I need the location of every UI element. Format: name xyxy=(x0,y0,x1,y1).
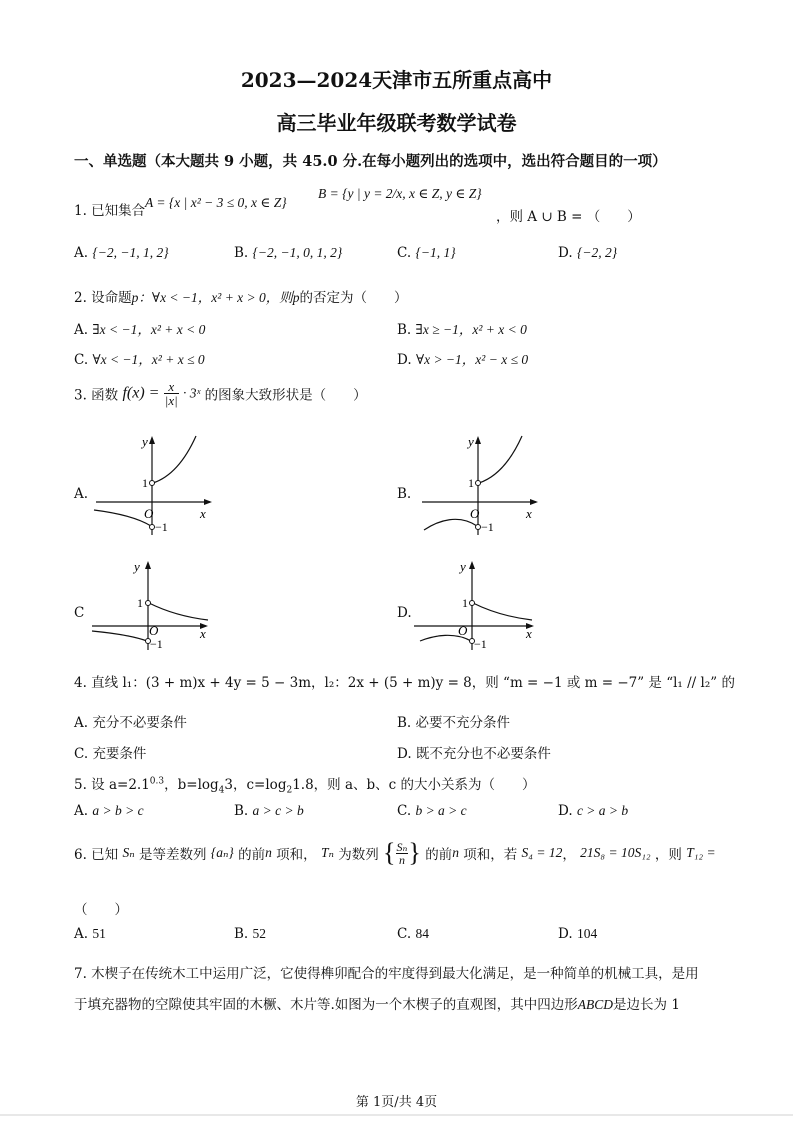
q4-option-c: C. 充要条件 xyxy=(74,746,147,762)
q3-option-b-label: B. xyxy=(397,486,412,502)
q6-paren: （ ） xyxy=(74,902,128,918)
q1-tail: ，则 A ∪ B = （ ） xyxy=(496,209,641,225)
q6-option-a: A. 51 xyxy=(74,926,106,942)
graph-c-tick-pos: 1 xyxy=(137,596,143,610)
q3-stem: 3. 函数 f(x) = $\frac{x}{|x|}$ · 3ˣ 的图象大致形状是（ ） xyxy=(74,379,367,408)
q2-option-d: D. ∀x > −1，x² − x ≤ 0 xyxy=(397,352,529,368)
graph-c-origin: O xyxy=(149,623,159,638)
graph-b-tick-pos: 1 xyxy=(468,476,474,490)
q4-option-b: B. 必要不充分条件 xyxy=(397,715,511,731)
q2-option-c: C. ∀x < −1，x² + x ≤ 0 xyxy=(74,352,205,368)
q1-option-d: D. {−2, 2} xyxy=(558,245,618,261)
graph-a-tick-pos: 1 xyxy=(142,476,148,490)
q7-line-1: 7. 木楔子在传统木工中运用广泛，它使得榫卯配合的牢度得到最大化满足，是一种简单的机械工具，是用 xyxy=(74,966,699,982)
q5-option-c: C. b > a > c xyxy=(397,803,467,819)
q6-fraction: $\frac{\text{Sₙ}}{n}$ xyxy=(396,839,408,867)
q3-graph-d xyxy=(410,555,540,655)
q3-option-c-label: C xyxy=(74,605,85,621)
q3-option-a-label: A. xyxy=(74,486,89,502)
q1-option-b: B. {−2, −1, 0, 1, 2} xyxy=(234,245,343,261)
q2-option-a: A. ∃x < −1，x² + x < 0 xyxy=(74,322,206,338)
q5-option-b: B. a > c > b xyxy=(234,803,304,819)
graph-b-x-label: x xyxy=(526,506,532,521)
q1-set-b: B = {y | y = 2/x, x ∈ Z, y ∈ Z} xyxy=(318,186,482,201)
graph-d-origin: O xyxy=(458,623,468,638)
q1-option-a: A. {−2, −1, 1, 2} xyxy=(74,245,169,261)
graph-d-x-label: x xyxy=(526,626,532,641)
q5-stem: 5. 设 $a=2.1^{0.3}$，$b=\log_43$，$c=\log_21.8$，则 a、b、c 的大小关系为（ ） xyxy=(74,776,536,796)
graph-b-y-label: y xyxy=(468,434,474,449)
graph-c-tick-neg: −1 xyxy=(150,637,163,651)
q1-set-a: A = {x | x² − 3 ≤ 0, x ∈ Z} xyxy=(145,195,287,210)
q3-graph-c xyxy=(88,555,218,655)
q1-stem xyxy=(74,199,145,219)
graph-a-tick-neg: −1 xyxy=(155,520,168,534)
graph-d-tick-neg: −1 xyxy=(474,637,487,651)
q2-option-b: B. ∃x ≥ −1，x² + x < 0 xyxy=(397,322,527,338)
graph-d-tick-pos: 1 xyxy=(462,596,468,610)
q4-option-d: D. 既不充分也不必要条件 xyxy=(397,746,551,762)
title-line-1: 2023—2024天津市五所重点高中 xyxy=(240,68,553,92)
title-line-2: 高三毕业年级联考数学试卷 xyxy=(276,111,517,135)
q3-graph-a xyxy=(88,430,218,540)
q3-fraction: $\frac{x}{|x|}$ xyxy=(164,379,178,408)
graph-a-y-label: y xyxy=(142,434,148,449)
q1-option-c: C. {−1, 1} xyxy=(397,245,456,261)
graph-d-y-label: y xyxy=(460,559,466,574)
q1-number: 1. 已知集合 xyxy=(74,203,146,219)
q6-stem: 6. 已知 Sₙ 是等差数列 {aₙ} 的前n 项和， Tₙ 为数列 { $\frac{\text{Sₙ}}{n}$ } 的前n 项和，若 S₄ = 12， 21S₈ = 10S₁₂ ，则 T₁₂ = xyxy=(74,838,716,867)
q3-graph-b xyxy=(414,430,544,540)
bottom-divider xyxy=(0,1114,793,1116)
graph-a-x-label: x xyxy=(200,506,206,521)
q5-option-a: A. a > b > c xyxy=(74,803,144,819)
q4-stem: 4. 直线 l₁：(3 + m)x + 4y = 5 − 3m，l₂：2x + (5 + m)y = 8，则 “m = −1 或 m = −7” 是 “l₁ // l₂” 的 xyxy=(74,675,735,691)
q6-option-d: D. 104 xyxy=(558,926,598,942)
graph-b-origin: O xyxy=(470,506,480,521)
graph-b-tick-neg: −1 xyxy=(481,520,494,534)
q2-stem: 2. 设命题p：∀x < −1，x² + x > 0，则p的否定为（ ） xyxy=(74,290,408,306)
graph-c-y-label: y xyxy=(134,559,140,574)
q5-option-d: D. c > a > b xyxy=(558,803,629,819)
graph-a-origin: O xyxy=(144,506,154,521)
q6-option-b: B. 52 xyxy=(234,926,267,942)
q3-option-d-label: D. xyxy=(397,605,412,621)
page-number: 第 1页/共 4页 xyxy=(355,1095,438,1110)
q4-option-a: A. 充分不必要条件 xyxy=(74,715,187,731)
graph-c-x-label: x xyxy=(200,626,206,641)
section-heading: 一、单选题（本大题共 9 小题，共 45.0 分.在每小题列出的选项中，选出符合题目的一项） xyxy=(74,153,667,170)
q7-line-2: 于填充器物的空隙使其牢固的木橛、木片等.如图为一个木楔子的直观图，其中四边形ABCD是边长为 1 xyxy=(74,997,680,1013)
q6-option-c: C. 84 xyxy=(397,926,429,942)
